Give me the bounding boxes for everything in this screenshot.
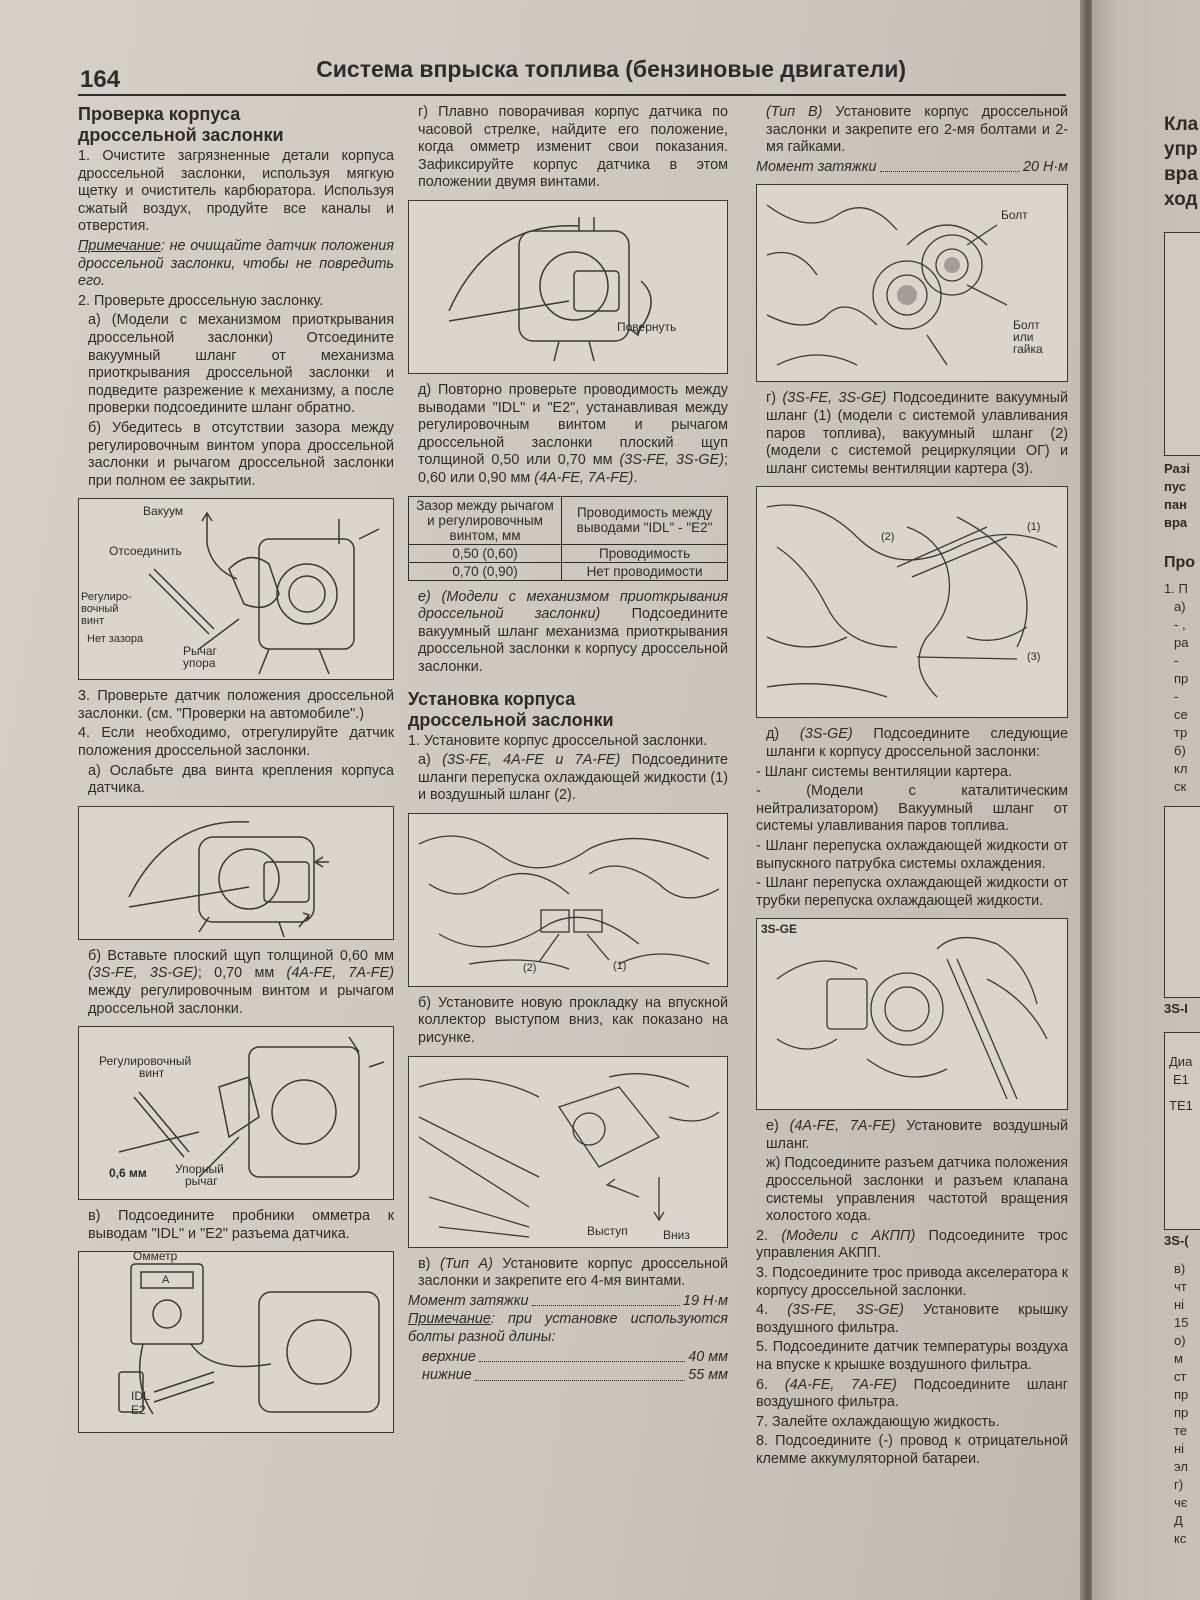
adjacent-items: 1. П а) - , ра - пр - се тр б) кл ск	[1164, 581, 1189, 794]
bolt-length-lower: нижние 55 мм	[422, 1367, 728, 1384]
adjacent-caption: Разі пус пан вра	[1164, 461, 1190, 530]
label-engine-code: 3S-GE	[761, 922, 798, 937]
paragraph: 2. Проверьте дроссельную заслонку.	[78, 292, 324, 309]
label-gauge-thickness: 0,6 мм	[109, 1166, 147, 1181]
figure-drawing	[409, 201, 726, 373]
figure-drawing	[409, 814, 726, 986]
figure-drawing	[79, 807, 392, 939]
paragraph: ж) Подсоедините разъем датчика положения дроссельной заслонки и разъем клапана системы управления частотой вращения холостого хода.	[766, 1155, 1068, 1225]
paragraph: 4. Если необходимо, отрегулируйте датчик положения дроссельной заслонки.	[78, 725, 394, 760]
adjacent-page	[1092, 0, 1200, 1600]
gap-conductivity-table	[408, 496, 728, 581]
paragraph: е) (4A-FE, 7A-FE) Установите воздушный шланг.	[766, 1118, 1068, 1152]
figure-vacuum-hoses	[756, 486, 1068, 718]
label-bolt-or-nut: Болт или гайка	[1013, 318, 1043, 357]
figure-rotate-sensor	[408, 200, 728, 374]
label-hose-3: (3)	[1027, 651, 1041, 664]
paragraph: (Тип В) Установите корпус дроссельной заслонки и закрепите его 2-мя болтами и 2-мя гайками.	[766, 104, 1068, 156]
label-air-hose: (2)	[523, 961, 537, 974]
paragraph: 3. Подсоедините трос привода акселератора к корпусу дроссельной заслонки.	[756, 1265, 1068, 1299]
note: Примечание: при установке используются болты разной длины:	[408, 1311, 728, 1346]
label-idl: IDL	[131, 1389, 150, 1404]
figure-drawing	[79, 1249, 392, 1432]
label-coolant-hose: (1)	[613, 959, 627, 972]
column-1	[78, 104, 394, 1441]
table-header-conductivity: Проводимость между выводами "IDL" - "E2"	[562, 496, 728, 544]
paragraph: б) Вставьте плоский щуп толщиной 0,60 мм (3S-FE, 3S-GE); 0,70 мм (4A-FE, 7A-FE) между регулировочным винтом и рычагом дроссельной заслонки.	[88, 947, 394, 1017]
column-2	[408, 104, 728, 1386]
figure-bolts-nuts	[756, 184, 1068, 382]
figure-gasket	[408, 1056, 728, 1248]
paragraph: а) (Модели с механизмом приоткрывания дроссельной заслонки) Отсоедините вакуумный шланг от механизма приоткрывания дроссельной заслонки и подведите разрежение к механизму, а после проверки подсоедините шланг обратно.	[88, 312, 394, 417]
table-cell-conductivity: Проводимость	[562, 544, 728, 562]
figure-drawing	[409, 1057, 726, 1247]
paragraph: 2. (Модели с АКПП) Подсоедините трос управления АКПП.	[756, 1227, 1068, 1262]
label-rotate: Повернуть	[617, 319, 677, 334]
label-adjusting-screw: Регулиро- вочный винт	[81, 591, 132, 628]
adjacent-subheading: Про	[1164, 554, 1196, 571]
list-item: - Шланг перепуска охлаждающей жидкости от выпускного патрубка системы охлаждения.	[756, 837, 1068, 872]
torque-spec: Момент затяжки 19 Н·м	[408, 1292, 728, 1309]
heading-check-throttle-body: Проверка корпуса дроссельной заслонки	[78, 104, 284, 145]
paragraph: 3. Проверьте датчик положения дроссельной заслонки. (см. "Проверки на автомобиле".)	[78, 688, 394, 722]
table-cell-gap: 0,70 (0,90)	[409, 562, 562, 580]
figure-vacuum-check	[78, 498, 394, 680]
paragraph: е) (Модели с механизмом приоткрывания дроссельной заслонки) Подсоедините вакуумный шланг механизма приоткрывания дроссельной заслонки к корпусу дроссельной заслонки.	[418, 588, 729, 675]
adjacent-label: 3S-I	[1164, 1001, 1188, 1016]
figure-feeler-gauge	[78, 1026, 394, 1200]
figure-drawing	[757, 919, 1066, 1109]
paragraph: г) (3S-FE, 3S-GE) Подсоедините вакуумный шланг (1) (модели с системой улавливания паров топлива), вакуумный шланг (2) (модели с системой рециркуляции ОГ) и шланг системы вентиляции картера (3).	[766, 390, 1068, 477]
list-item: - Шланг перепуска охлаждающей жидкости от трубки перепуска охлаждающей жидкости.	[756, 875, 1068, 909]
paragraph: 4. (3S-FE, 3S-GE) Установите крышку воздушного фильтра.	[756, 1302, 1068, 1336]
label-hose-1: (1)	[1027, 521, 1041, 534]
paragraph: в) (Тип А) Установите корпус дроссельной заслонки и закрепите его 4-мя винтами.	[418, 1255, 728, 1290]
figure-drawing	[79, 499, 392, 679]
torque-spec: Момент затяжки 20 Н·м	[756, 158, 1068, 175]
paragraph: 8. Подсоедините (-) провод к отрицательной клемме аккумуляторной батареи.	[756, 1433, 1068, 1467]
chapter-title: Система впрыска топлива (бензиновые двигатели)	[316, 56, 906, 82]
paragraph: а) Ослабьте два винта крепления корпуса датчика.	[88, 762, 394, 797]
paragraph: д) (3S-GE) Подсоедините следующие шланги к корпусу дроссельной заслонки:	[766, 726, 1068, 760]
label-adjusting-screw: Регулировочный винт	[99, 1054, 192, 1081]
adjacent-label: 3S-(	[1164, 1233, 1189, 1248]
label-ohmmeter: Омметр	[133, 1249, 178, 1264]
page-header	[78, 54, 1066, 96]
paragraph: б) Установите новую прокладку на впускной коллектор выступом вниз, как показано на рисунке.	[418, 994, 728, 1047]
list-item: - (Модели с каталитическим нейтрализатором) Вакуумный шланг от системы улавливания паров топлива.	[756, 783, 1068, 835]
paragraph: в) Подсоедините пробники омметра к выводам "IDL" и "E2" разъема датчика.	[88, 1208, 394, 1242]
heading-install-throttle-body: Установка корпуса дроссельной заслонки	[408, 688, 614, 730]
column-3	[756, 104, 1068, 1471]
paragraph: 5. Подсоедините датчик температуры воздуха на впуске к крышке воздушного фильтра.	[756, 1339, 1068, 1373]
paragraph: 7. Залейте охлаждающую жидкость.	[756, 1413, 1000, 1430]
label-e2: E2	[131, 1403, 146, 1418]
table-header-gap: Зазор между рычагом и регулировочным винтом, мм	[409, 496, 562, 544]
table-row	[409, 562, 728, 580]
paragraph: 1. Установите корпус дроссельной заслонки.	[408, 732, 708, 749]
table-cell-gap: 0,50 (0,60)	[409, 544, 562, 562]
table-header-row	[409, 496, 728, 544]
label-hose-2: (2)	[881, 531, 895, 544]
label-bolt: Болт	[1001, 208, 1028, 223]
label-protrusion: Выступ	[587, 1223, 628, 1238]
label-stop-lever: Упорный рычаг	[175, 1162, 224, 1189]
paragraph: 6. (4A-FE, 7A-FE) Подсоедините шланг воздушного фильтра.	[756, 1376, 1068, 1411]
figure-coolant-hoses	[408, 813, 728, 987]
page-number: 164	[80, 66, 121, 93]
adjacent-figure	[1164, 806, 1200, 998]
label-disconnect: Отсоединить	[109, 544, 182, 559]
label-down: Вниз	[663, 1227, 690, 1242]
paragraph: г) Плавно поворачивая корпус датчика по часовой стрелке, найдите его положение, когда омметр изменит свои показания. Зафиксируйте корпус датчика в этом положении двумя винтами.	[418, 104, 728, 191]
figure-ohmmeter	[78, 1251, 394, 1433]
label-meter-a: A	[162, 1274, 170, 1287]
note: Примечание: не очищайте датчик положения дроссельной заслонки, чтобы не повредить его.	[78, 237, 394, 290]
paragraph: а) (3S-FE, 4A-FE и 7A-FE) Подсоедините шланги перепуска охлаждающей жидкости (1) и воздушный шланг (2).	[418, 752, 728, 804]
paragraph: д) Повторно проверьте проводимость между выводами "IDL" и "E2", устанавливая между регулировочным винтом и рычагом дроссельной заслонки плоский щуп толщиной 0,50 или 0,70 мм (3S-FE, 3S-GE); 0,60 или 0,90 мм (4A-FE, 7A-FE).	[418, 381, 728, 486]
label-vacuum: Вакуум	[143, 504, 184, 519]
table-row	[409, 544, 728, 562]
label-no-gap: Нет зазора	[87, 633, 144, 646]
paragraph: 1. Очистите загрязненные детали корпуса дроссельной заслонки, используя мягкую щетку и очиститель карбюратора. Используя сжатый воздух, продуйте все каналы и отверстия.	[78, 148, 394, 235]
table-cell-conductivity: Нет проводимости	[562, 562, 728, 580]
figure-3sge-hoses	[756, 918, 1068, 1110]
figure-drawing	[757, 487, 1066, 717]
list-item: - Шланг системы вентиляции картера.	[756, 763, 1012, 780]
adjacent-figure	[1164, 232, 1200, 456]
label-stop-lever: Рычаг упора	[183, 644, 217, 671]
adjacent-items: в) чт ні 15 о) м ст пр пр те ні эл г) чє Д кс	[1174, 1261, 1189, 1546]
figure-sensor-screws	[78, 806, 394, 940]
paragraph: б) Убедитесь в отсутствии зазора между регулировочным винтом упора дроссельной заслонки и рычагом дроссельной заслонки при полном ее закрытии.	[88, 419, 394, 489]
bolt-length-upper: верхние 40 мм	[422, 1348, 728, 1365]
adjacent-heading: Кла упр вра ход	[1164, 114, 1199, 210]
adjacent-table: Диа E1 TE1	[1164, 1032, 1200, 1230]
